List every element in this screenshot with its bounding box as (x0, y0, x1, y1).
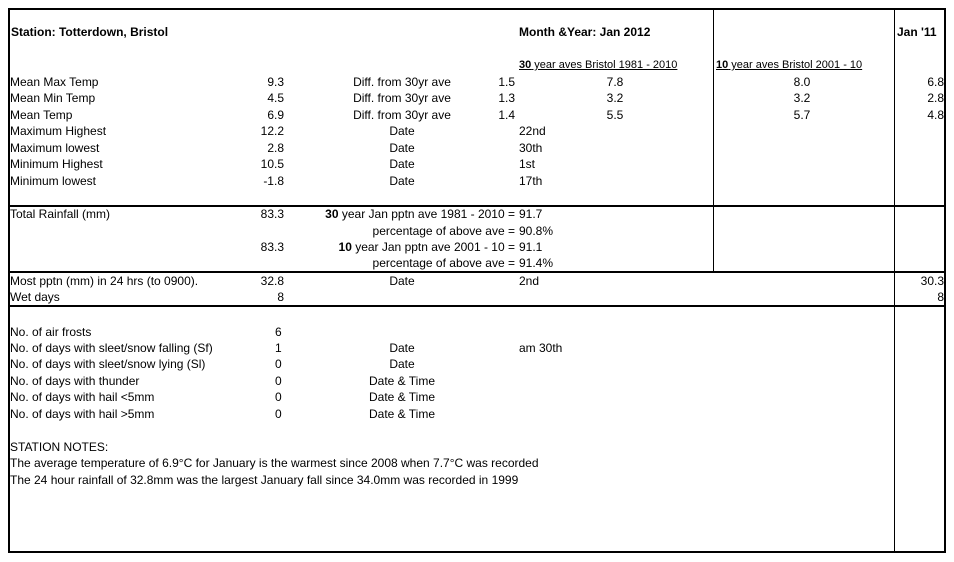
notes-line-1: The average temperature of 6.9°C for January is the warmest since 2008 when 7.7°C was recorded (10, 456, 539, 470)
pptn-label: Most pptn (mm) in 24 hrs (to 0900). (10, 274, 199, 288)
row-desc: Diff. from 30yr ave (353, 108, 451, 122)
notes-line-2: The 24 hour rainfall of 32.8mm was the largest January fall since 34.0mm was recorded in 1999 (10, 473, 519, 487)
count-label: No. of days with hail <5mm (10, 390, 155, 404)
pptn-prev: 30.3 (920, 274, 944, 288)
rainfall-value-1: 83.3 (260, 207, 284, 221)
count-desc: Date (389, 341, 415, 355)
count-value: 1 (275, 341, 282, 355)
row-label: Mean Min Temp (10, 91, 96, 105)
count-label: No. of air frosts (10, 325, 92, 339)
row-desc: Diff. from 30yr ave (353, 75, 451, 89)
row-ave30: 5.5 (606, 108, 624, 122)
count-desc: Date & Time (368, 390, 436, 404)
row-ave30: 7.8 (606, 75, 624, 89)
row-date: 22nd (519, 124, 546, 138)
row-value: 9.3 (267, 75, 284, 89)
rainfall-ave30-text: 30 year Jan pptn ave 1981 - 2010 = (325, 207, 515, 221)
rainfall-ave30-value: 91.7 (519, 207, 543, 221)
rainfall-ave10-value: 91.1 (519, 240, 543, 254)
row-diff: 1.5 (498, 75, 515, 89)
row-diff: 1.3 (498, 91, 515, 105)
rainfall-pct10-value: 91.4% (519, 256, 554, 270)
row-diff: 1.4 (498, 108, 515, 122)
wet-days-value: 8 (277, 290, 284, 304)
row-label: Maximum lowest (10, 141, 100, 155)
row-value: 10.5 (260, 157, 284, 171)
row-date: 1st (519, 157, 536, 171)
row-prev: 6.8 (927, 75, 944, 89)
wet-days-label: Wet days (10, 290, 60, 304)
month-year-title: Month &Year: Jan 2012 (519, 25, 651, 39)
rainfall-pct10-text: percentage of above ave = (372, 256, 515, 270)
count-label: No. of days with sleet/snow falling (Sf) (10, 341, 213, 355)
ave30-heading: 30 year aves Bristol 1981 - 2010 (519, 59, 678, 71)
row-value: 12.2 (260, 124, 284, 138)
row-label: Minimum lowest (10, 174, 97, 188)
row-prev: 4.8 (927, 108, 944, 122)
count-label: No. of days with hail >5mm (10, 407, 155, 421)
row-prev: 2.8 (927, 91, 944, 105)
ave10-heading: 10 year aves Bristol 2001 - 10 (716, 59, 863, 71)
row-ave10: 8.0 (793, 75, 811, 89)
divider-pptn-top (8, 271, 946, 273)
row-date: 30th (519, 141, 543, 155)
row-label: Minimum Highest (10, 157, 103, 171)
row-desc: Diff. from 30yr ave (353, 91, 451, 105)
row-ave10: 3.2 (793, 91, 811, 105)
pptn-value: 32.8 (260, 274, 284, 288)
count-date: am 30th (519, 341, 563, 355)
row-date: 17th (519, 174, 543, 188)
count-desc: Date & Time (368, 407, 436, 421)
count-value: 0 (275, 390, 282, 404)
row-ave10: 5.7 (793, 108, 811, 122)
divider-10yr (713, 8, 714, 272)
count-label: No. of days with sleet/snow lying (Sl) (10, 357, 206, 371)
station-title: Station: Totterdown, Bristol (11, 25, 169, 39)
row-value: 4.5 (267, 91, 284, 105)
row-ave30: 3.2 (606, 91, 624, 105)
row-desc: Date (389, 124, 415, 138)
count-value: 0 (275, 357, 282, 371)
count-label: No. of days with thunder (10, 374, 140, 388)
row-label: Mean Max Temp (10, 75, 99, 89)
count-value: 0 (275, 407, 282, 421)
row-desc: Date (389, 157, 415, 171)
count-value: 6 (275, 325, 282, 339)
divider-counts-top (8, 305, 946, 307)
row-value: -1.8 (263, 174, 284, 188)
notes-heading: STATION NOTES: (10, 440, 109, 454)
count-value: 0 (275, 374, 282, 388)
count-desc: Date & Time (368, 374, 436, 388)
row-value: 2.8 (267, 141, 284, 155)
wet-days-prev: 8 (937, 290, 944, 304)
rainfall-value-2: 83.3 (260, 240, 284, 254)
prev-year-title: Jan '11 (897, 25, 937, 39)
rainfall-pct30-text: percentage of above ave = (372, 224, 515, 238)
row-desc: Date (389, 174, 415, 188)
count-desc: Date (389, 357, 415, 371)
row-label: Maximum Highest (10, 124, 107, 138)
row-value: 6.9 (267, 108, 284, 122)
row-label: Mean Temp (10, 108, 73, 122)
rainfall-ave10-text: 10 year Jan pptn ave 2001 - 10 = (338, 240, 515, 254)
rainfall-label: Total Rainfall (mm) (10, 207, 111, 221)
rainfall-pct30-value: 90.8% (519, 224, 554, 238)
pptn-desc: Date (389, 274, 415, 288)
row-desc: Date (389, 141, 415, 155)
pptn-date: 2nd (519, 274, 540, 288)
